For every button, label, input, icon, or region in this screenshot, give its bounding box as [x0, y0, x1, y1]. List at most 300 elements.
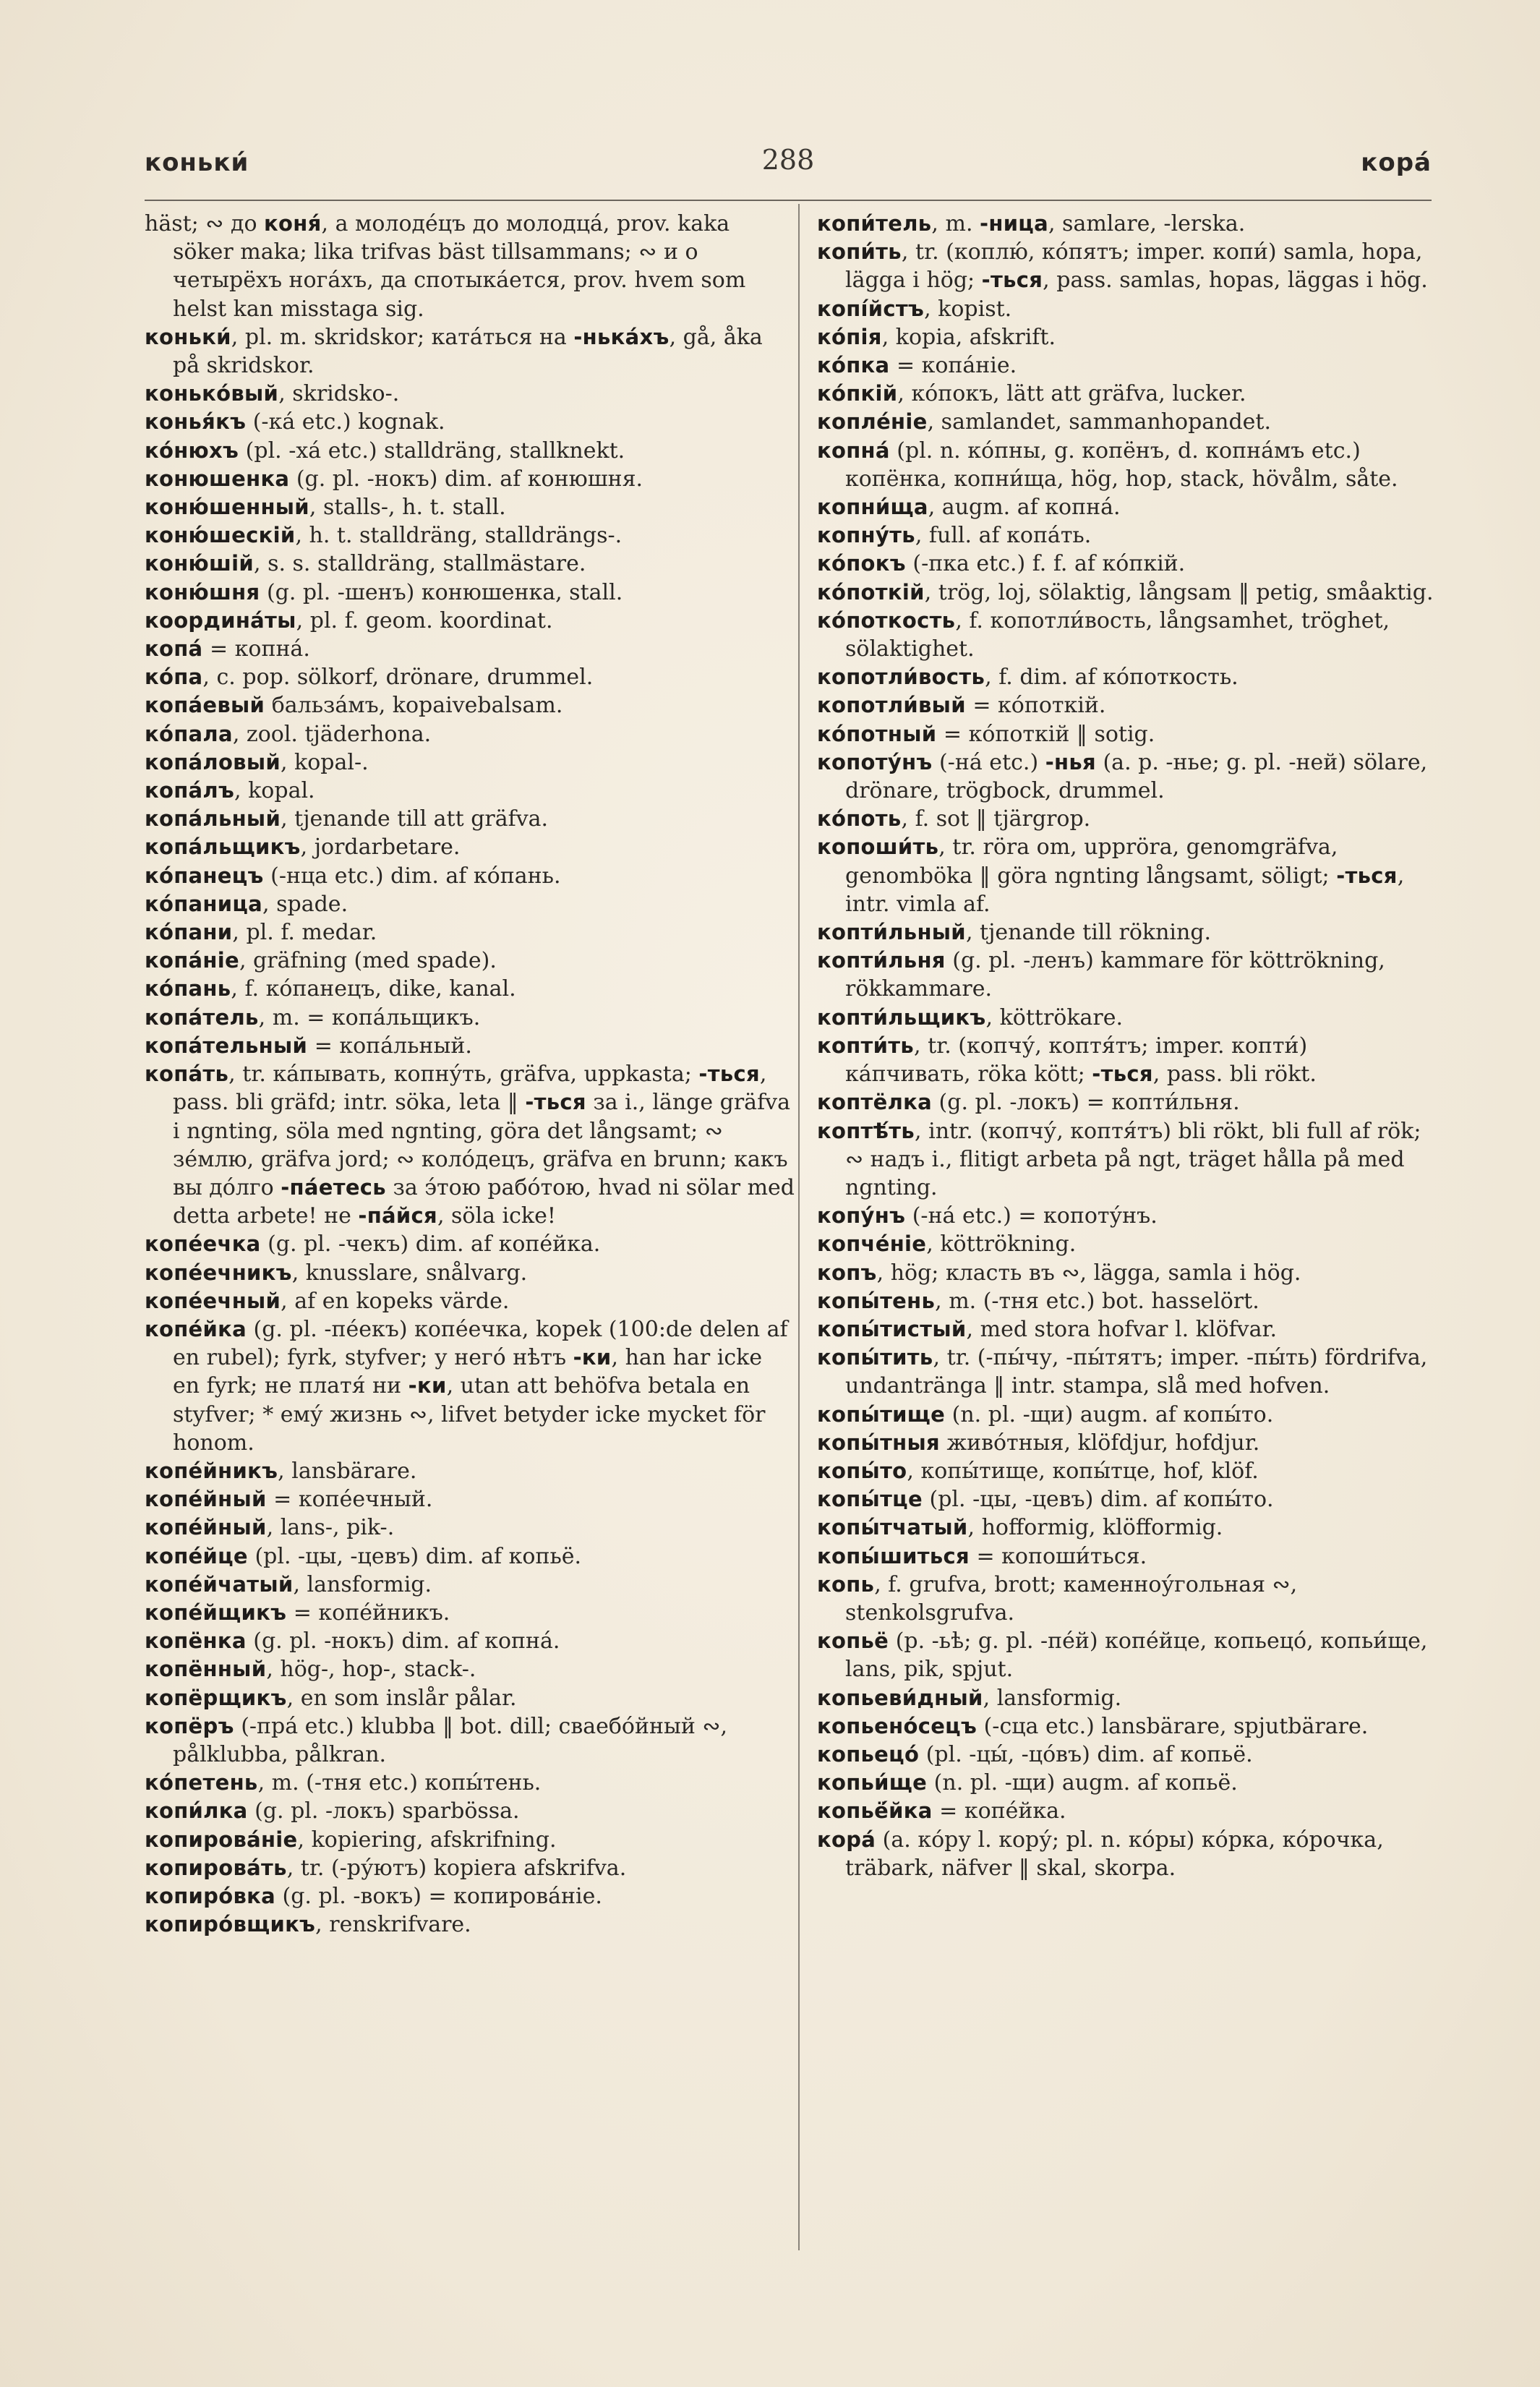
entry-text: живо́тныя, klöfdjur, hofdjur.	[939, 1430, 1260, 1456]
dictionary-entry	[817, 1401, 1439, 1429]
entry-text: (g. pl. -пе́екъ) копе́ечка, kopek (100:de delen af en rubel); fyrk, styfver; у него́ нѣтъ	[173, 1316, 788, 1371]
entry-text: , lans-, pik-.	[266, 1515, 395, 1541]
dictionary-entry	[145, 550, 795, 578]
dictionary-entry	[817, 1627, 1439, 1683]
entry-text: , lansformig.	[293, 1571, 432, 1597]
entry-text: , m. (-тня etc.) bot. hasselört.	[935, 1288, 1259, 1314]
headword: копа́	[145, 636, 203, 662]
headword: копти́льный	[817, 920, 966, 945]
entry-text: , pass. bli gräfd; intr. söka, leta ‖	[173, 1062, 767, 1116]
headword: копьено́сецъ	[817, 1713, 978, 1738]
dictionary-entry	[817, 1457, 1439, 1485]
dictionary-entry	[145, 1571, 795, 1599]
headword: ко́покъ	[817, 551, 906, 576]
dictionary-entry	[145, 720, 795, 748]
dictionary-entry	[817, 833, 1439, 918]
headword: копьё́йка	[817, 1798, 933, 1824]
dictionary-entry	[145, 521, 795, 550]
dictionary-entry	[145, 833, 795, 861]
dictionary-entry	[145, 975, 795, 1003]
dictionary-entry	[145, 1797, 795, 1825]
dictionary-entry	[817, 1684, 1439, 1712]
headword: коньки́	[145, 324, 231, 349]
entry-text: , pl. f. medar.	[232, 920, 377, 946]
entry-text: (n. pl. -щи) augm. af копьё.	[927, 1770, 1238, 1796]
entry-text: , stalls-, h. t. stall.	[309, 495, 506, 521]
dictionary-entry	[145, 408, 795, 436]
headword: ко́паница	[145, 891, 263, 916]
headword: конько́вый	[145, 381, 279, 406]
headword: копь	[817, 1571, 875, 1597]
headword: ко́пани	[145, 920, 233, 945]
page-header	[145, 134, 1432, 192]
dictionary-entry	[145, 1769, 795, 1797]
headword: копа́тель	[145, 1004, 259, 1030]
entry-text: (-ка́ etc.) kognak.	[246, 409, 445, 435]
headword: копирова́ть	[145, 1855, 287, 1880]
headword: копы́тныя	[817, 1430, 940, 1455]
entry-text: (pl. -ха́ etc.) stalldräng, stallknekt.	[239, 437, 625, 464]
dictionary-entry	[817, 1117, 1439, 1203]
dictionary-entry	[817, 1485, 1439, 1513]
headword: копти́льщикъ	[817, 1004, 986, 1030]
headword: копы́тить	[817, 1345, 933, 1370]
headword: -ться	[525, 1090, 586, 1115]
entry-text: , tr. röra om, uppröra, genomgräfva, genomböka ‖ göra ngnting långsamt, söligt;	[845, 834, 1338, 889]
entry-text: (g. pl. -ленъ) kammare för köttrökning, rökkammare.	[845, 948, 1385, 1002]
dictionary-entry	[145, 210, 795, 323]
entry-text: , köttrökare.	[985, 1004, 1124, 1030]
entry-text: , f. dim. af ко́поткость.	[985, 665, 1239, 691]
headword: ко́нюхъ	[145, 437, 239, 463]
entry-text: (-пра́ etc.) klubba ‖ bot. dill; сваебо́йный ∾, pålklubba, pålkran.	[173, 1713, 728, 1767]
headword: копче́ніе	[817, 1231, 927, 1257]
dictionary-entry	[817, 1344, 1439, 1400]
entry-text: , ко́покъ, lätt att gräfva, lucker.	[897, 381, 1246, 407]
dictionary-entry	[817, 380, 1439, 408]
entry-text: (-на́ etc.) = копоту́нъ.	[905, 1203, 1158, 1229]
headword: копа́ть	[145, 1062, 229, 1087]
dictionary-entry	[145, 890, 795, 918]
entry-text: , renskrifvare.	[315, 1912, 471, 1938]
headword: копа́льный	[145, 806, 281, 832]
entry-text: (g. pl. -нокъ) dim. af копна́.	[246, 1628, 560, 1654]
dictionary-entry	[145, 777, 795, 805]
headword: копти́льня	[817, 948, 946, 973]
dictionary-entry	[817, 1259, 1439, 1287]
entry-text: = копе́йникъ.	[286, 1600, 450, 1626]
headword: копы́шиться	[817, 1543, 970, 1568]
dictionary-entry	[817, 1004, 1439, 1032]
dictionary-entry	[145, 1513, 795, 1542]
entry-text: , pass. samlas, hopas, läggas i hög.	[1043, 268, 1428, 294]
dictionary-entry	[817, 1088, 1439, 1116]
headword: копа́лъ	[145, 778, 235, 803]
dictionary-entry	[817, 1513, 1439, 1542]
entry-text: , han har icke en fyrk; не платя́ ни	[173, 1345, 763, 1399]
headword: копну́ть	[817, 523, 915, 548]
dictionary-entry	[817, 351, 1439, 380]
entry-text: , zool. tjäderhona.	[232, 721, 432, 747]
entry-text: (g. pl. -вокъ) = копирова́ніе.	[275, 1883, 602, 1909]
headword: -ться	[981, 268, 1043, 293]
headword: ко́поткій	[817, 579, 925, 605]
headword: копьеви́дный	[817, 1685, 983, 1710]
headword: копъ	[817, 1260, 877, 1285]
headword: ко́панецъ	[145, 863, 264, 888]
dictionary-entry	[817, 578, 1439, 607]
headword: координа́ты	[145, 607, 296, 633]
dictionary-entry	[817, 1287, 1439, 1315]
entry-text: , samlandet, sammanhopandet.	[927, 409, 1272, 435]
headword: -ться	[1336, 863, 1398, 888]
dictionary-entry	[817, 1429, 1439, 1457]
headword: копна́	[817, 437, 890, 463]
dictionary-entry	[145, 635, 795, 663]
dictionary-entry	[145, 805, 795, 833]
entry-text: , pl. m. skridskor; ката́ться на	[231, 324, 574, 350]
dictionary-entry	[145, 1542, 795, 1571]
headword: копти́ть	[817, 1033, 915, 1058]
headword: копённый	[145, 1657, 267, 1682]
entry-text: , kopal-.	[280, 749, 369, 775]
headword: копле́ніе	[817, 409, 928, 435]
dictionary-entry	[145, 323, 795, 380]
entry-text: (-пка etc.) f. f. af ко́пкій.	[905, 551, 1186, 577]
entry-text: , c. pop. sölkorf, drönare, drummel.	[202, 665, 594, 691]
right-column	[817, 210, 1439, 1882]
dictionary-entry	[145, 748, 795, 777]
header-left-guide-word: коньки́	[145, 148, 249, 177]
entry-text: (pl. n. ко́пны, g. копёнъ, d. копна́мъ etc.) копёнка, копни́ща, hög, hop, stack, hövålm, såte.	[845, 437, 1398, 492]
dictionary-entry	[817, 1797, 1439, 1825]
entry-text: , tr. (-пы́чу, -пы́тятъ; imper. -пы́ть) fördrifva, undantränga ‖ intr. stampa, slå med hofven.	[845, 1345, 1428, 1399]
headword: копа́ніе	[145, 948, 239, 973]
headword: копе́йный	[145, 1515, 267, 1540]
dictionary-entry	[817, 1542, 1439, 1571]
entry-text: , h. t. stalldräng, stalldrängs-.	[295, 523, 623, 549]
headword: копиро́вщикъ	[145, 1912, 316, 1937]
entry-text: = ко́поткій.	[965, 693, 1106, 719]
dictionary-entry	[145, 578, 795, 607]
dictionary-entry	[145, 947, 795, 975]
entry-text: , jordarbetare.	[300, 834, 461, 861]
dictionary-entry	[817, 1712, 1439, 1741]
headword: копоши́ть	[817, 834, 939, 860]
left-column	[145, 210, 795, 1939]
headword: -ница	[980, 211, 1048, 236]
entry-text: (g. pl. -шенъ) конюшенка, stall.	[260, 579, 623, 605]
dictionary-entry	[817, 691, 1439, 719]
dictionary-entry	[817, 1769, 1439, 1797]
headword: ко́пка	[817, 353, 890, 378]
headword: копе́йчатый	[145, 1571, 294, 1597]
headword: -ки	[408, 1373, 447, 1399]
headword: копе́йка	[145, 1316, 247, 1341]
entry-text: (pl. -цы́, -цо́въ) dim. af копьё.	[919, 1741, 1253, 1767]
headword: -ки	[573, 1345, 612, 1370]
headword: коню́шескій	[145, 523, 296, 548]
entry-text: , f. ко́панецъ, dike, kanal.	[231, 976, 516, 1002]
dictionary-entry	[817, 918, 1439, 947]
entry-text: , spade.	[262, 891, 348, 917]
headword: копы́тень	[817, 1288, 936, 1313]
dictionary-entry	[817, 521, 1439, 550]
entry-text: , f. копотли́вость, långsamhet, tröghet, sölaktighet.	[845, 607, 1390, 662]
dictionary-entry	[145, 918, 795, 947]
dictionary-entry	[145, 465, 795, 493]
entry-text: , hofformig, klöfformig.	[967, 1515, 1223, 1541]
entry-text: бальза́мъ, kopaivebalsam.	[265, 693, 563, 719]
headword: копе́ечка	[145, 1231, 261, 1257]
headword: коптёлка	[817, 1090, 933, 1115]
dictionary-entry	[817, 210, 1439, 238]
entry-text: (-на́ etc.)	[932, 749, 1045, 775]
dictionary-entry	[145, 1457, 795, 1485]
headword: копа́тельный	[145, 1033, 308, 1058]
headword: коню́шенный	[145, 495, 309, 520]
entry-text: (g. pl. -нокъ) dim. af конюшня.	[289, 466, 643, 492]
dictionary-entry	[817, 323, 1439, 351]
entry-text: , tr. (коплю́, ко́пятъ; imper. копи́) samla, hopa, lägga i hög;	[845, 239, 1423, 294]
entry-text: , f. sot ‖ tjärgrop.	[901, 806, 1091, 832]
entry-text: , kopist.	[924, 296, 1012, 322]
dictionary-entry	[145, 437, 795, 465]
entry-text: (g. pl. -локъ) = копти́льня.	[932, 1090, 1240, 1116]
entry-text: , pass. bli rökt.	[1152, 1062, 1317, 1088]
headword: -па́йся	[358, 1203, 437, 1229]
dictionary-entry	[817, 238, 1439, 294]
entry-text: (a. ко́ру l. кору́; pl. n. ко́ры) ко́рка, ко́рочка, träbark, näfver ‖ skal, skorpa.	[845, 1827, 1384, 1881]
header-right-guide-word: кора́	[1361, 148, 1432, 177]
headword: копы́тчатый	[817, 1515, 968, 1540]
entry-text: , kopiering, afskrifning.	[297, 1827, 557, 1853]
dictionary-entry	[145, 1230, 795, 1258]
dictionary-entry	[145, 607, 795, 635]
page-number: 288	[761, 144, 815, 176]
dictionary-entry	[145, 493, 795, 521]
dictionary-entry	[145, 1032, 795, 1060]
dictionary-entry	[145, 1655, 795, 1683]
dictionary-entry	[145, 862, 795, 890]
entry-text: (-нца etc.) dim. af ко́пань.	[263, 863, 561, 889]
header-rule	[145, 200, 1432, 201]
entry-text: , m. = копа́льщикъ.	[258, 1004, 481, 1030]
headword: копу́нъ	[817, 1203, 906, 1229]
entry-text: häst; ∾ до	[145, 211, 265, 236]
entry-text: , tr. ка́пывать, копну́ть, gräfva, uppkasta;	[228, 1062, 699, 1088]
entry-text: = копе́ечный.	[266, 1487, 433, 1513]
headword: копи́тель	[817, 211, 932, 236]
dictionary-entry	[145, 1287, 795, 1315]
entry-text: (n. pl. -щи) augm. af копы́то.	[945, 1401, 1274, 1427]
entry-text: , а молоде́цъ до молодца́, prov. kaka söker maka; lika trifvas bäst tillsammans; ∾ и о четырёхъ нога́хъ, да спотыка́ется, prov. hvem som helst kan misstaga sig.	[173, 211, 746, 322]
headword: копиро́вка	[145, 1883, 275, 1908]
headword: ко́пія	[817, 324, 882, 349]
entry-text: за i., länge gräfva i ngnting, söla med ngnting, göra det långsamt; ∾ зе́млю, gräfva jord; ∾ коло́децъ, gräfva en brunn; какъ вы до́лго	[173, 1090, 790, 1200]
entry-text: , intr. (копчу́, коптя́тъ) bli rökt, bli full af rök; ∾ надъ i., flitigt arbeta på ngt, träget hålla på med ngnting.	[845, 1118, 1421, 1200]
entry-text: за э́тою рабо́тою, hvad ni sölar med detta arbete! не	[173, 1174, 795, 1229]
entry-text: , lansbärare.	[278, 1458, 417, 1484]
dictionary-entry	[817, 1032, 1439, 1088]
entry-text: , kopia, afskrift.	[881, 324, 1056, 350]
headword: копни́ща	[817, 495, 928, 520]
dictionary-entry	[817, 805, 1439, 833]
headword: копі́йстъ	[817, 296, 925, 321]
dictionary-entry	[817, 1826, 1439, 1882]
headword: копьё	[817, 1628, 889, 1654]
headword: копа́ловый	[145, 749, 281, 774]
headword: копотли́вый	[817, 693, 966, 718]
headword: ко́пала	[145, 721, 233, 746]
dictionary-entry	[145, 380, 795, 408]
entry-text: , af en kopeks värde.	[281, 1288, 510, 1314]
entry-text: (p. -ьѣ; g. pl. -пе́й) копе́йце, копьецо́, копьи́ще, lans, pik, spjut.	[845, 1628, 1428, 1683]
headword: копе́ечный	[145, 1288, 281, 1313]
entry-text: , m.	[931, 211, 980, 236]
dictionary-entry	[145, 1259, 795, 1287]
headword: копи́лка	[145, 1798, 248, 1824]
dictionary-entry	[145, 1627, 795, 1655]
dictionary-entry	[817, 1571, 1439, 1627]
entry-text: , hög-, hop-, stack-.	[266, 1657, 476, 1683]
headword: копирова́ніе	[145, 1827, 298, 1852]
dictionary-entry	[817, 607, 1439, 663]
headword: ко́поть	[817, 806, 902, 832]
dictionary-entry	[817, 947, 1439, 1003]
entry-text: , f. grufva, brott; каменноу́гольная ∾, stenkolsgrufva.	[845, 1571, 1298, 1626]
headword: копе́ечникъ	[145, 1260, 292, 1285]
entry-text: = копна́.	[202, 636, 310, 662]
dictionary-entry	[145, 1004, 795, 1032]
dictionary-entry	[817, 748, 1439, 805]
dictionary-entry	[817, 1315, 1439, 1344]
entry-text: , tr. (-ру́ютъ) kopiera afskrifva.	[286, 1855, 627, 1881]
headword: копы́то	[817, 1458, 907, 1483]
headword: копоту́нъ	[817, 749, 933, 774]
entry-text: , söla icke!	[437, 1203, 556, 1229]
headword: копе́йникъ	[145, 1458, 278, 1483]
entry-text: , med stora hofvar l. klöfvar.	[966, 1316, 1278, 1342]
entry-text: (pl. -цы, -цевъ) dim. af копьё.	[247, 1543, 582, 1569]
headword: копёръ	[145, 1713, 234, 1738]
headword: ко́па	[145, 665, 203, 690]
headword: копа́евый	[145, 693, 265, 718]
entry-text: = копа́льный.	[307, 1033, 472, 1059]
headword: копи́ть	[817, 239, 902, 265]
dictionary-entry	[145, 1684, 795, 1712]
headword: копы́тистый	[817, 1316, 967, 1341]
headword: коня́	[264, 211, 322, 236]
headword: копе́йный	[145, 1487, 267, 1512]
entry-text: , trög, loj, sölaktig, långsam ‖ petig, småaktig.	[924, 579, 1434, 605]
headword: копьи́ще	[817, 1770, 928, 1795]
entry-text: = копе́йка.	[932, 1798, 1066, 1824]
dictionary-entry	[817, 663, 1439, 691]
entry-text: , skridsko-.	[278, 381, 400, 407]
headword: копе́йце	[145, 1543, 248, 1568]
headword: конюшенка	[145, 466, 290, 491]
entry-text: , hög; класть въ ∾, lägga, samla i hög.	[876, 1260, 1301, 1286]
entry-text: , augm. af копна́.	[928, 495, 1121, 521]
dictionary-entry	[145, 1826, 795, 1854]
dictionary-entry	[817, 493, 1439, 521]
entry-text: = ко́поткій ‖ sotig.	[936, 721, 1155, 747]
entry-text: (g. pl. -локъ) sparbössa.	[247, 1798, 520, 1824]
headword: конья́къ	[145, 409, 247, 435]
dictionary-entry	[817, 550, 1439, 578]
headword: копы́тце	[817, 1487, 923, 1512]
headword: копе́йщикъ	[145, 1600, 287, 1625]
entry-text: (g. pl. -чекъ) dim. af копе́йка.	[260, 1231, 601, 1257]
headword: ко́потный	[817, 721, 937, 746]
headword: копа́льщикъ	[145, 834, 301, 860]
headword: коню́шій	[145, 551, 254, 576]
entry-text: , tjenande till att gräfva.	[281, 806, 549, 832]
entry-text: , gräfning (med spade).	[239, 948, 497, 974]
dictionary-entry	[145, 663, 795, 691]
headword: копы́тище	[817, 1401, 946, 1427]
dictionary-entry	[817, 408, 1439, 436]
column-divider	[798, 204, 800, 2250]
entry-text: , gå, åka på skridskor.	[173, 324, 763, 379]
headword: копотли́вость	[817, 665, 985, 690]
headword: коню́шня	[145, 579, 260, 605]
dictionary-entry	[145, 1060, 795, 1230]
entry-text: , en som inslår pålar.	[286, 1685, 517, 1711]
dictionary-entry	[145, 1599, 795, 1627]
headword: копьецо́	[817, 1741, 920, 1767]
dictionary-entry	[817, 1741, 1439, 1769]
dictionary-entry	[145, 1882, 795, 1910]
entry-text: , lansformig.	[983, 1685, 1122, 1711]
entry-text: , full. af копа́ть.	[915, 523, 1092, 549]
dictionary-entry	[145, 1485, 795, 1513]
headword: -нька́хъ	[573, 324, 670, 349]
dictionary-entry	[145, 691, 795, 719]
headword: копёнка	[145, 1628, 247, 1654]
dictionary-entry	[817, 720, 1439, 748]
entry-text: , s. s. stalldräng, stallmästare.	[254, 551, 586, 577]
dictionary-entry	[145, 1910, 795, 1939]
entry-text: = копа́ніе.	[889, 353, 1017, 379]
headword: копёрщикъ	[145, 1685, 287, 1710]
entry-text: , köttrökning.	[926, 1231, 1077, 1257]
headword: -ться	[1092, 1062, 1153, 1087]
dictionary-entry	[817, 437, 1439, 493]
headword: кора́	[817, 1827, 876, 1852]
dictionary-entry	[817, 295, 1439, 323]
dictionary-entry	[145, 1854, 795, 1882]
headword: ко́петень	[145, 1770, 258, 1795]
dictionary-entry	[817, 1230, 1439, 1258]
entry-text: (pl. -цы, -цевъ) dim. af копы́то.	[922, 1487, 1274, 1513]
dictionary-entry	[145, 1712, 795, 1769]
entry-text: , knusslare, snålvarg.	[291, 1260, 528, 1286]
headword: ко́поткость	[817, 607, 956, 633]
entry-text: , utan att behöfva betala en styfver; * ему́ жизнь ∾, lifvet betyder icke mycket för honom.	[173, 1373, 766, 1456]
entry-text: , m. (-тня etc.) копы́тень.	[257, 1770, 542, 1796]
headword: коптѣ́ть	[817, 1118, 915, 1143]
headword: ко́пань	[145, 976, 231, 1002]
entry-text: , samlare, -lerska.	[1048, 211, 1246, 236]
entry-text: , tr. (копчу́, коптя́тъ; imper. копти́) ка́пчивать, röka kött;	[845, 1033, 1308, 1088]
dictionary-entry	[145, 1315, 795, 1457]
dictionary-entry	[817, 1202, 1439, 1230]
entry-text: (a. p. -нье; g. pl. -ней) sölare, drönare, trögbock, drummel.	[845, 749, 1428, 804]
entry-text: , intr. vimla af.	[845, 863, 1405, 917]
entry-text: = копоши́ться.	[969, 1543, 1147, 1569]
